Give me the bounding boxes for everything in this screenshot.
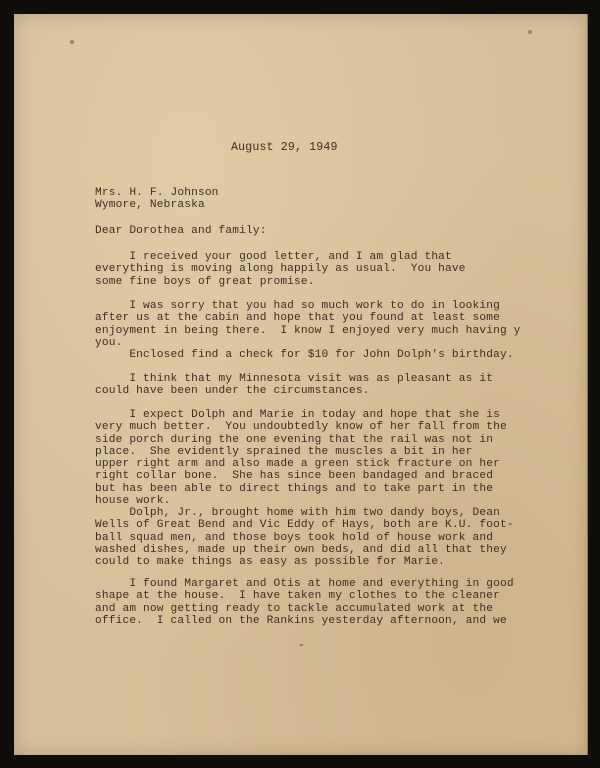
- text-line: office. I called on the Rankins yesterday afternoon, and we: [95, 614, 507, 627]
- text-line: washed dishes, made up their own beds, and did all that they: [95, 543, 507, 556]
- text-line: I received your good letter, and I am glad that: [95, 251, 452, 263]
- paragraph-3: [95, 349, 565, 361]
- text-line: right collar bone. She has since been bandaged and braced: [95, 470, 494, 483]
- paragraph-5: [95, 409, 565, 507]
- paragraph-4: [95, 373, 565, 398]
- recipient-name: Mrs. H. F. Johnson: [95, 187, 219, 199]
- paragraph-6: [95, 507, 565, 568]
- paragraph-2: [95, 300, 565, 349]
- text-line: I expect Dolph and Marie in today and hope that she is: [95, 409, 500, 421]
- text-line: I think that my Minnesota visit was as pleasant as it: [95, 373, 494, 385]
- paragraph-7: [95, 578, 565, 627]
- paper-speck: [528, 30, 532, 34]
- text-line: enjoyment in being there. I know I enjoyed very much having y: [95, 324, 521, 337]
- text-line: very much better. You undoubtedly know of her fall from the: [95, 421, 507, 434]
- text-line: everything is moving along happily as usual. You have: [95, 263, 466, 276]
- text-line: Enclosed find a check for $10 for John Dolph's birthday.: [95, 349, 514, 361]
- text-line: and am now getting ready to tackle accumulated work at the: [95, 602, 494, 615]
- text-line: could to make things as easy as possible for Marie.: [95, 556, 446, 569]
- text-line: some fine boys of great promise.: [95, 275, 315, 288]
- text-line: could have been under the circumstances.: [95, 385, 370, 398]
- paragraph-1: [95, 251, 565, 288]
- text-line: you.: [95, 336, 123, 349]
- text-line: house work.: [95, 495, 171, 508]
- text-line: place. She evidently sprained the muscles a bit in her: [95, 445, 473, 458]
- text-line: ball squad men, and those boys took hold of house work and: [95, 531, 494, 544]
- letter-date: August 29, 1949: [231, 141, 338, 154]
- text-line: but has been able to direct things and to take part in the: [95, 482, 494, 495]
- text-line: after us at the cabin and hope that you found at least some: [95, 312, 500, 325]
- text-line: upper right arm and also made a green stick fracture on her: [95, 458, 500, 471]
- text-line: I found Margaret and Otis at home and everything in good: [95, 578, 514, 590]
- salutation: Dear Dorothea and family:: [95, 225, 267, 237]
- text-line: I was sorry that you had so much work to do in looking: [95, 300, 500, 312]
- text-line: Dolph, Jr., brought home with him two dandy boys, Dean: [95, 507, 500, 519]
- text-line: shape at the house. I have taken my clothes to the cleaner: [95, 590, 500, 603]
- recipient-location: Wymore, Nebraska: [95, 199, 205, 211]
- text-line: Wells of Great Bend and Vic Eddy of Hays, both are K.U. foot-: [95, 519, 514, 532]
- paper-speck: [70, 40, 74, 44]
- page-continuation-mark: -: [298, 640, 305, 652]
- text-line: side porch during the one evening that the rail was not in: [95, 433, 494, 446]
